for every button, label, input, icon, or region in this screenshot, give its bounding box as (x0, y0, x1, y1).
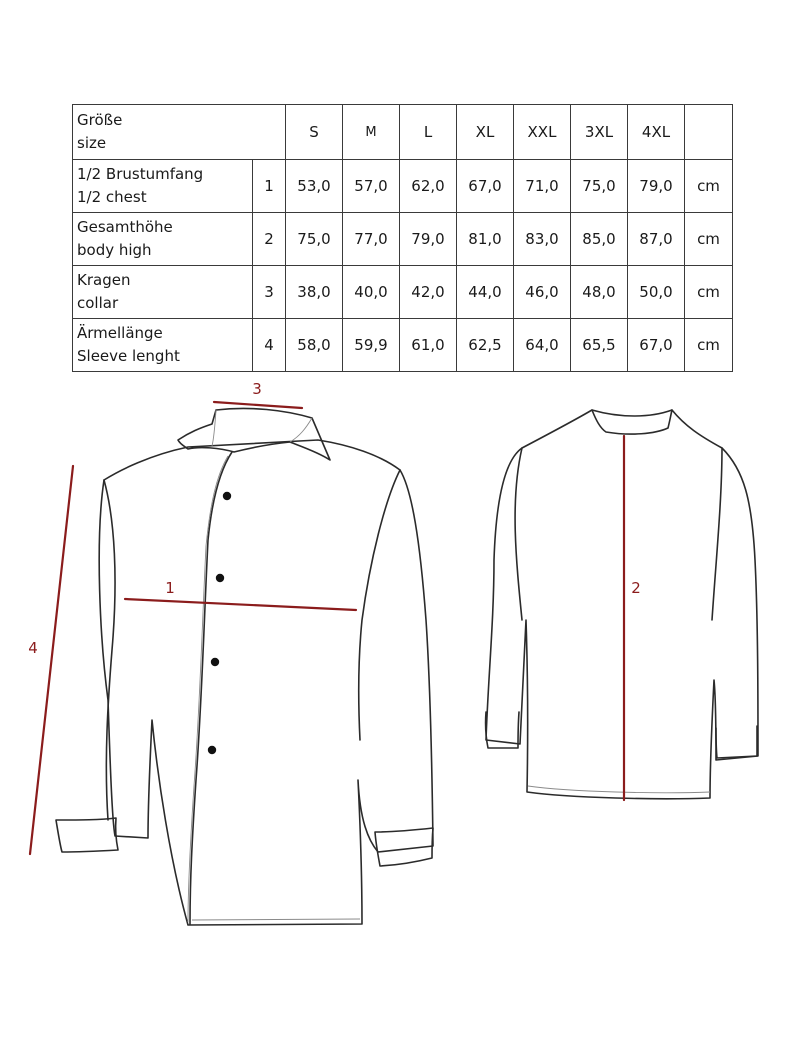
measure-label-3: 3 (252, 380, 262, 398)
shirt-back-illustration (486, 410, 758, 799)
size-header-label-en: size (77, 134, 107, 152)
size-3xl: 3XL (571, 105, 628, 160)
row-label-de: Gesamthöhe (77, 218, 173, 236)
shirt-front-collar (178, 408, 330, 460)
row-label-en: collar (77, 294, 119, 312)
table-cell: 62,5 (457, 319, 514, 372)
row-label-en: body high (77, 241, 152, 259)
table-cell: 71,0 (514, 160, 571, 213)
button-icon (223, 492, 231, 500)
shirt-back-body (486, 410, 758, 799)
size-m: M (343, 105, 400, 160)
table-cell: 61,0 (400, 319, 457, 372)
size-l: L (400, 105, 457, 160)
button-icon (211, 658, 219, 666)
table-cell: 67,0 (628, 319, 685, 372)
row-label-en: Sleeve lenght (77, 347, 180, 365)
row-label-de: 1/2 Brustumfang (77, 165, 204, 183)
measurement-2 (624, 436, 641, 800)
measure-label-1: 1 (165, 579, 175, 597)
shirt-back-right-sleeve-seam (712, 448, 722, 620)
unit-cell: cm (685, 213, 733, 266)
table-cell: 46,0 (514, 266, 571, 319)
measurement-3 (214, 380, 302, 408)
shirt-front-left-sleeve-seam (104, 480, 115, 820)
unit-cell: cm (685, 266, 733, 319)
size-xxl: XXL (514, 105, 571, 160)
table-cell: 42,0 (400, 266, 457, 319)
table-cell: 81,0 (457, 213, 514, 266)
table-cell: 79,0 (400, 213, 457, 266)
size-xl: XL (457, 105, 514, 160)
table-cell: 79,0 (628, 160, 685, 213)
shirt-back-left-sleeve-seam (515, 448, 522, 620)
row-label-en: 1/2 chest (77, 188, 147, 206)
table-cell: 53,0 (286, 160, 343, 213)
table-cell: 65,5 (571, 319, 628, 372)
row-number: 1 (253, 160, 286, 213)
shirt-front-illustration (56, 408, 433, 925)
table-cell: 67,0 (457, 160, 514, 213)
shirt-front-placket (190, 452, 232, 924)
table-cell: 57,0 (343, 160, 400, 213)
table-cell: 50,0 (628, 266, 685, 319)
shirt-front-right-sleeve-seam (359, 470, 400, 740)
size-s: S (286, 105, 343, 160)
measurement-1 (125, 579, 356, 610)
table-cell: 75,0 (286, 213, 343, 266)
row-label-de: Ärmellänge (77, 324, 163, 342)
unit-cell: cm (685, 319, 733, 372)
measurement-4 (28, 466, 73, 854)
row-number: 2 (253, 213, 286, 266)
table-cell: 85,0 (571, 213, 628, 266)
table-cell: 62,0 (400, 160, 457, 213)
measure-label-2: 2 (631, 579, 641, 597)
size-4xl: 4XL (628, 105, 685, 160)
measure-line-collar (214, 402, 302, 408)
table-cell: 75,0 (571, 160, 628, 213)
table-cell: 87,0 (628, 213, 685, 266)
table-cell: 58,0 (286, 319, 343, 372)
measure-line-chest (125, 599, 356, 610)
table-cell: 83,0 (514, 213, 571, 266)
table-cell: 59,9 (343, 319, 400, 372)
table-cell: 38,0 (286, 266, 343, 319)
row-number: 3 (253, 266, 286, 319)
shirt-front-left-cuff (56, 818, 118, 852)
measure-label-4: 4 (28, 639, 38, 657)
size-header-label-de: Größe (77, 111, 123, 129)
unit-cell: cm (685, 160, 733, 213)
button-icon (216, 574, 224, 582)
shirt-back-right-cuff (716, 726, 757, 758)
table-cell: 77,0 (343, 213, 400, 266)
table-cell: 64,0 (514, 319, 571, 372)
measure-line-sleeve (30, 466, 73, 854)
table-cell: 48,0 (571, 266, 628, 319)
row-label-de: Kragen (77, 271, 131, 289)
row-number: 4 (253, 319, 286, 372)
table-cell: 40,0 (343, 266, 400, 319)
button-icon (208, 746, 216, 754)
shirt-front-body (99, 440, 433, 925)
table-cell: 44,0 (457, 266, 514, 319)
